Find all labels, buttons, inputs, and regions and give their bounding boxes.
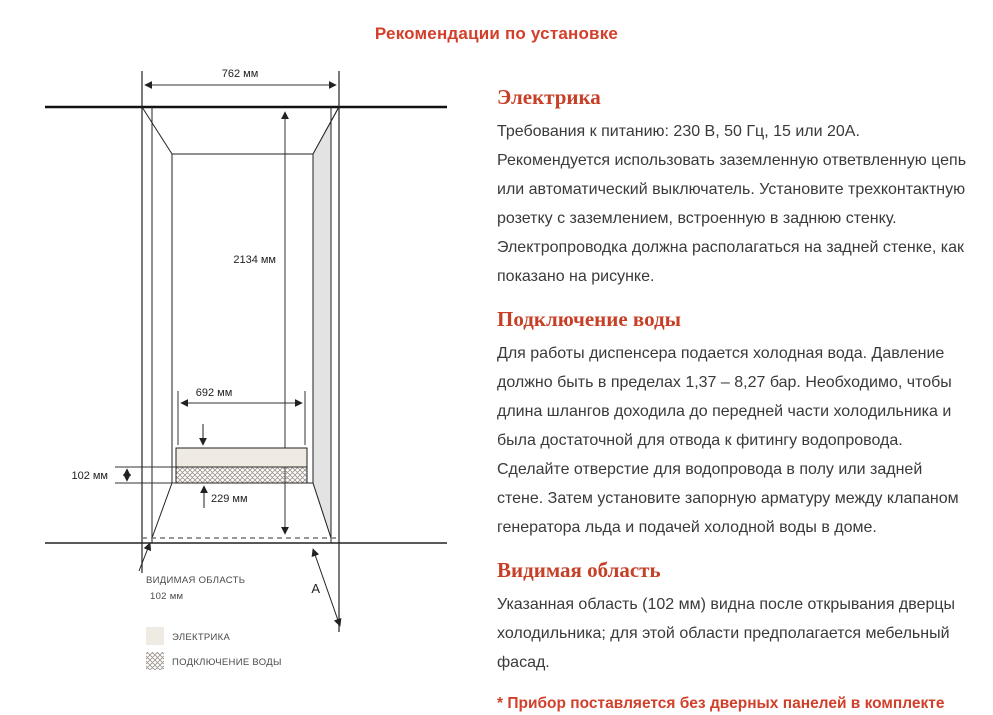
- dim-762-label: 762 мм: [221, 68, 259, 80]
- section-water-heading: Подключение воды: [497, 307, 682, 331]
- electrical-zone: [176, 448, 307, 467]
- section-visible-area-heading: Видимая область: [497, 558, 661, 582]
- visible-area-arrow: [139, 543, 150, 571]
- visible-area-label-line1: ВИДИМАЯ ОБЛАСТЬ: [146, 575, 246, 586]
- legend-water-label: ПОДКЛЮЧЕНИЕ ВОДЫ: [172, 657, 282, 668]
- page-title: Рекомендации по установке: [374, 24, 619, 43]
- installation-niche-diagram: [0, 0, 480, 706]
- top-left-diagonal: [142, 107, 172, 154]
- section-electrical: [497, 84, 969, 291]
- section-visible-area-body: Указанная область (102 мм) видна после открывания дверцы холодильника; для этой области предполагается мебельный фасад.: [497, 596, 956, 671]
- section-water-body: Для работы диспенсера подается холодная вода. Давление должно быть в пределах 1,37 – 8,27 бар. Необходимо, чтобы длина шлангов доходила до передней части холодильника и была достаточной для отвода к фитингу водопровода. Сделайте отверстие для водопровода в полу или задней стене. Затем установите запорную арматуру между клапаном генератора льда и подачей холодной воды в доме.: [497, 345, 959, 536]
- section-visible-area: [497, 557, 969, 677]
- visible-area-label-line2: 102 мм: [150, 591, 184, 602]
- depth-a-label: А: [311, 581, 320, 596]
- dim-692-label: 692 мм: [195, 387, 233, 399]
- back-wall: [172, 154, 313, 483]
- section-water: [497, 306, 969, 542]
- section-electrical-heading: Электрика: [497, 85, 601, 109]
- water-zone: [176, 467, 307, 483]
- section-electrical-body: Требования к питанию: 230 В, 50 Гц, 15 или 20А. Рекомендуется использовать заземленную ответвленную цепь или автоматический выключатель. Установите трехконтактную розетку с заземлением, встроенную в заднюю стенку. Электропроводка должна располагаться на задней стенке, как показано на рисунке.: [497, 123, 967, 285]
- legend-electrical-label: ЭЛЕКТРИКА: [172, 632, 231, 643]
- bottom-left-diagonal: [152, 483, 172, 538]
- dim-102-label: 102 мм: [71, 470, 108, 482]
- dim-229-label: 229 мм: [211, 493, 248, 505]
- legend-electrical-swatch: [146, 627, 164, 645]
- instructions-column: [497, 84, 969, 715]
- no-door-panels-footnote: * Прибор поставляется без дверных панелей в комплекте: [497, 695, 945, 712]
- dim-2134-label: 2134 мм: [233, 254, 276, 266]
- legend-water-swatch: [146, 652, 164, 670]
- right-side-wall-panel: [313, 108, 338, 538]
